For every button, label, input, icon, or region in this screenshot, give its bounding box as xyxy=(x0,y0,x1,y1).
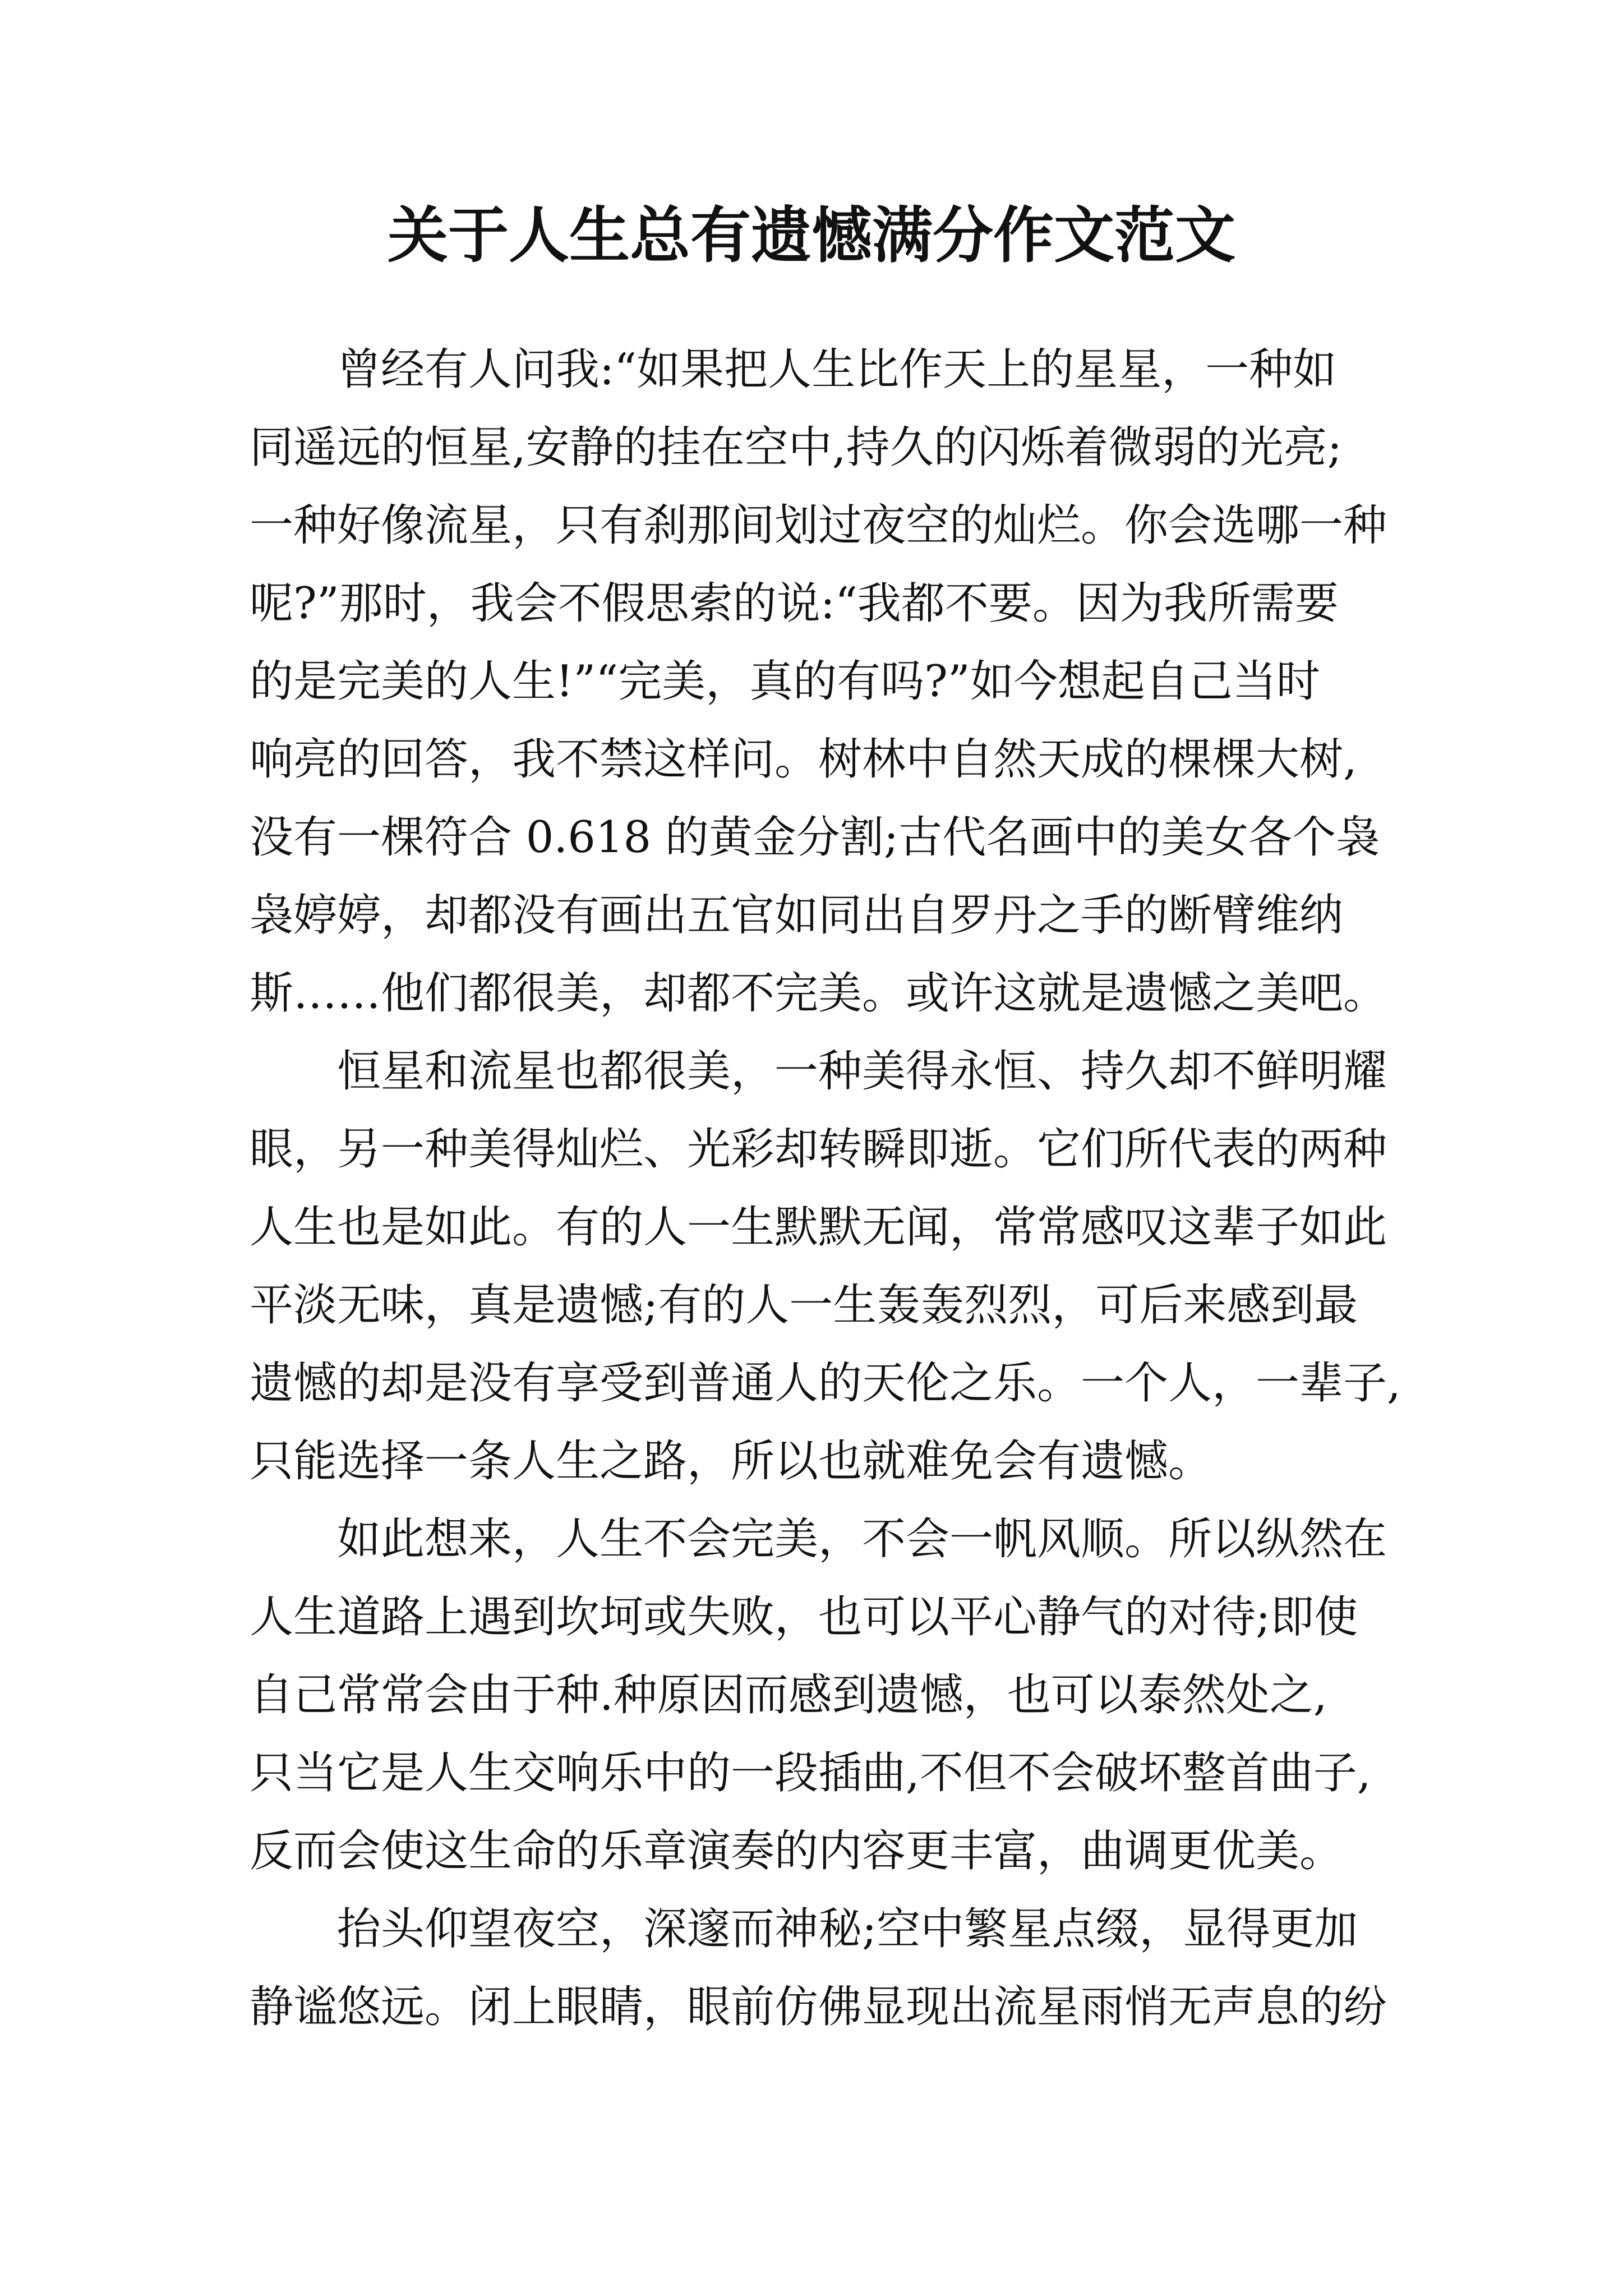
text-line: 遗憾的却是没有享受到普通人的天伦之乐。一个人，一辈子, xyxy=(250,1358,1401,1409)
text-line: 自己常常会由于种.种原因而感到遗憾，也可以泰然处之, xyxy=(250,1670,1327,1720)
text-line: 抬头仰望夜空，深邃而神秘;空中繁星点缀，显得更加 xyxy=(337,1904,1358,1954)
text-line: 响亮的回答，我不禁这样问。树林中自然天成的棵棵大树, xyxy=(250,734,1357,785)
text-line: 没有一棵符合 0.618 的黄金分割;古代名画中的美女各个袅 xyxy=(250,812,1380,863)
text-line: 眼，另一种美得灿烂、光彩却转瞬即逝。它们所代表的两种 xyxy=(250,1124,1387,1175)
paragraph-4 xyxy=(250,1890,1408,2046)
text-line: 同遥远的恒星,安静的挂在空中,持久的闪烁着微弱的光亮; xyxy=(250,422,1342,473)
text-line: 一种好像流星，只有刹那间划过夜空的灿烂。你会选哪一种 xyxy=(250,500,1387,551)
paragraph-1 xyxy=(250,331,1408,1033)
text-line: 曾经有人问我:“如果把人生比作天上的星星，一种如 xyxy=(337,344,1337,395)
text-line: 袅婷婷，却都没有画出五官如同出自罗丹之手的断臂维纳 xyxy=(250,890,1344,941)
text-line: 人生道路上遇到坎坷或失败，也可以平心静气的对待;即使 xyxy=(250,1592,1358,1642)
text-line: 呢?”那时，我会不假思索的说:“我都不要。因为我所需要 xyxy=(250,578,1339,629)
paragraph-2 xyxy=(250,1033,1408,1501)
text-line: 恒星和流星也都很美，一种美得永恒、持久却不鲜明耀 xyxy=(337,1046,1387,1097)
text-line: 人生也是如此。有的人一生默默无闻，常常感叹这辈子如此 xyxy=(250,1202,1387,1253)
text-line: 只当它是人生交响乐中的一段插曲,不但不会破坏整首曲子, xyxy=(250,1748,1371,1798)
text-line: 只能选择一条人生之路，所以也就难免会有遗憾。 xyxy=(250,1436,1212,1487)
text-line: 的是完美的人生!”“完美，真的有吗?”如今想起自己当时 xyxy=(250,656,1320,707)
text-line: 斯……他们都很美，却都不完美。或许这就是遗憾之美吧。 xyxy=(250,968,1387,1019)
text-line: 静谧悠远。闭上眼睛，眼前仿佛显现出流星雨悄无声息的纷 xyxy=(250,1982,1387,2032)
paragraph-3 xyxy=(250,1501,1408,1890)
text-line: 平淡无味，真是遗憾;有的人一生轰轰烈烈，可后来感到最 xyxy=(250,1280,1358,1331)
document-body xyxy=(250,331,1408,2046)
document-title: 关于人生总有遗憾满分作文范文 xyxy=(387,200,1235,271)
text-line: 如此想来，人生不会完美，不会一帆风顺。所以纵然在 xyxy=(337,1514,1387,1565)
text-line: 反而会使这生命的乐章演奏的内容更丰富，曲调更优美。 xyxy=(250,1826,1344,1876)
